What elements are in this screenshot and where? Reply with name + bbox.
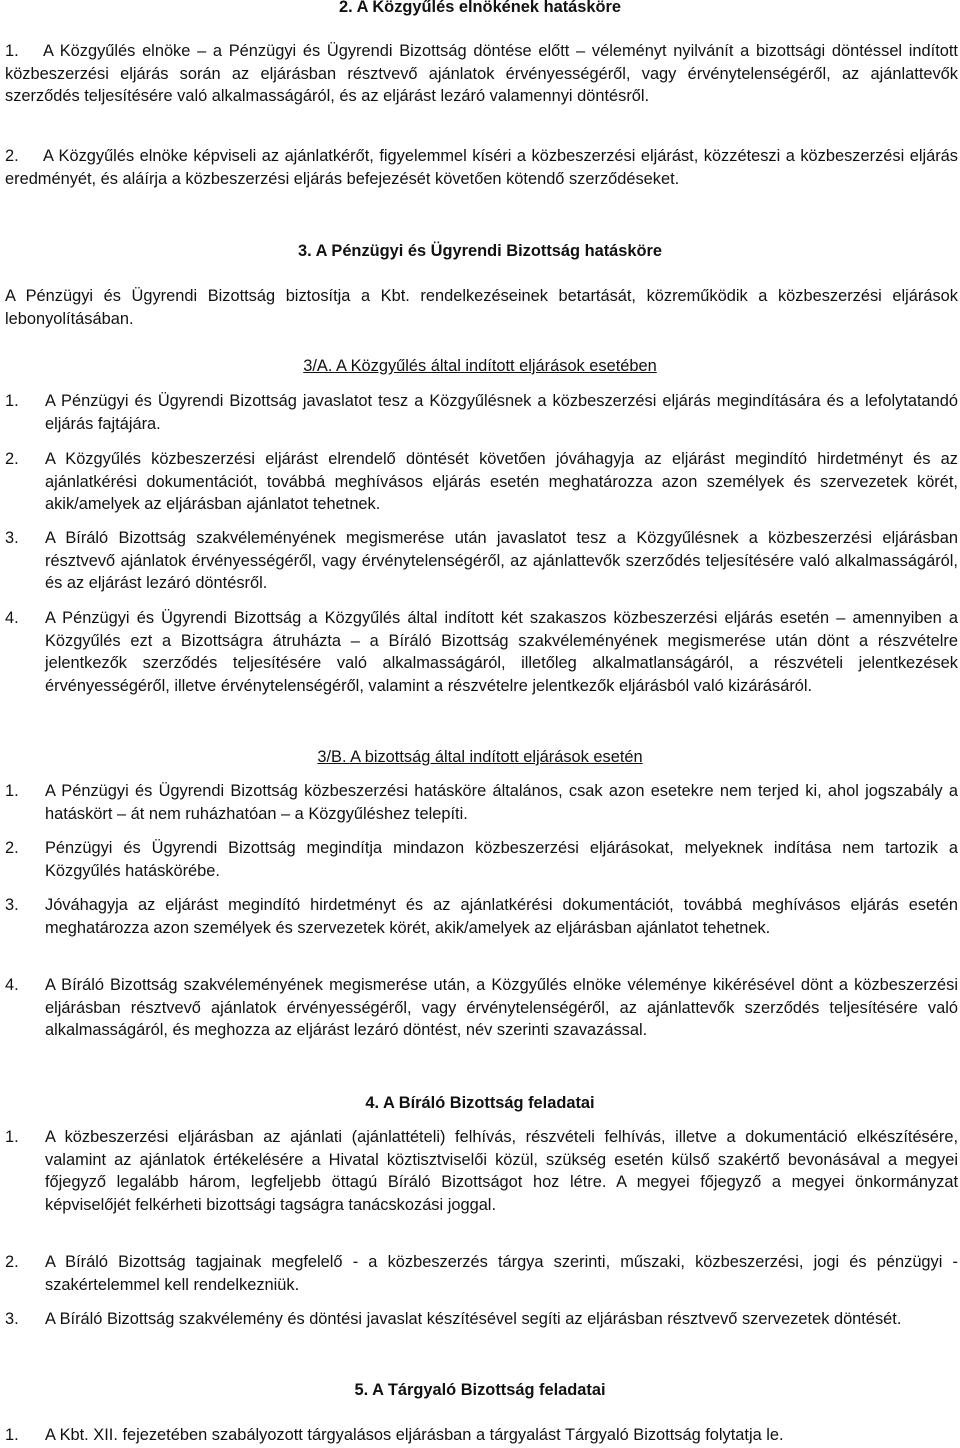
item-number: 4.: [5, 976, 19, 994]
section-4-item-3: [5, 1308, 958, 1331]
section-3b-item-2: [5, 837, 958, 882]
item-text: A Bíráló Bizottság szakvéleményének megismerése után, a Közgyűlés elnöke véleménye kikérésével dönt a közbeszerzési eljárásban résztvevő ajánlatok érvényességéről, vagy érvénytelenségéről, az ajánlattevők szerződés teljesítésére való alkalmasságáról, és meghozza az eljárást lezáró döntést, név szerinti szavazással.: [45, 976, 958, 1040]
section-5-title: 5. A Tárgyaló Bizottság feladatai: [354, 1381, 606, 1399]
item-text: A Pénzügyi és Ügyrendi Bizottság javaslatot tesz a Közgyűlésnek a közbeszerzési eljárás megindítására és a lefolytatandó eljárás fajtájára.: [45, 392, 958, 433]
section-5-item-1: [5, 1424, 958, 1447]
section-3a-item-3: [5, 527, 958, 595]
item-text: A Bíráló Bizottság tagjainak megfelelő - a közbeszerzés tárgya szerinti, műszaki, közbeszerzési, jogi és pénzügyi - szakértelemmel kell rendelkezniük.: [45, 1253, 958, 1294]
item-text: A Közgyűlés elnöke – a Pénzügyi és Ügyrendi Bizottság döntése előtt – véleményt nyilvánít a bizottsági döntéssel indított közbeszerzési eljárás során az eljárásban résztvevő ajánlatok érvényességéről, vagy érvénytelenségéről, az ajánlattevők szerződés teljesítésére való alkalmasságáról, és az eljárást lezáró valamennyi döntésről.: [5, 42, 958, 106]
item-number: 1.: [5, 1426, 19, 1444]
section-3-intro: A Pénzügyi és Ügyrendi Bizottság biztosítja a Kbt. rendelkezéseinek betartását, közreműködik a közbeszerzési eljárások lebonyolításában.: [5, 287, 958, 328]
item-number: 1.: [5, 392, 19, 410]
item-number: 2.: [5, 1253, 19, 1271]
item-text: A Kbt. XII. fejezetében szabályozott tárgyalásos eljárásban a tárgyalást Tárgyaló Bizottság folytatja le.: [45, 1426, 784, 1444]
section-4-item-1: [5, 1126, 958, 1216]
section-4-title: 4. A Bíráló Bizottság feladatai: [365, 1094, 595, 1112]
item-text: A Bíráló Bizottság szakvéleményének megismerése után javaslatot tesz a Közgyűlésnek a közbeszerzési eljárásban résztvevő ajánlatok érvényességéről, vagy érvénytelenségéről, az ajánlattevők szerződés teljesítésére való alkalmasságáról, és az eljárást lezáró döntésről.: [45, 529, 958, 593]
item-text: A Pénzügyi és Ügyrendi Bizottság a Közgyűlés által indított két szakaszos közbeszerzési eljárás esetén – amennyiben a Közgyűlés ezt a Bizottságra átruházta – a Bíráló Bizottság szakvéleményének megismerése után dönt a részvételre jelentkezők szerződés teljesítésére való alkalmasságáról, illetőleg alkalmatlanságáról, a részvételi jelentkezések érvényességéről, illetve érvénytelenségéről, valamint a részvételre jelentkezők eljárásból való kizárásáról.: [45, 609, 958, 695]
item-number: 1.: [5, 782, 19, 800]
item-number: 3.: [5, 529, 19, 547]
section-3b-item-4: [5, 974, 958, 1042]
item-text: A Közgyűlés elnöke képviseli az ajánlatkérőt, figyelemmel kíséri a közbeszerzési eljárást, közzéteszi a közbeszerzési eljárás eredményét, és aláírja a közbeszerzési eljárás befejezését követően kötendő szerződéseket.: [5, 147, 958, 188]
section-3b-title: 3/B. A bizottság által indított eljárások esetén: [317, 748, 643, 766]
section-3a-item-1: [5, 390, 958, 435]
item-text: A Pénzügyi és Ügyrendi Bizottság közbeszerzési hatásköre általános, csak azon esetekre nem terjed ki, ahol jogszabály a hatáskört – át nem ruházhatóan – a Közgyűléshez telepíti.: [45, 782, 958, 823]
item-number: 3.: [5, 896, 19, 914]
item-number: 2.: [5, 839, 19, 857]
item-number: 2.: [5, 450, 19, 468]
section-3-title: 3. A Pénzügyi és Ügyrendi Bizottság hatásköre: [297, 242, 663, 260]
item-number: 3.: [5, 1310, 19, 1328]
section-2-item-1: [5, 40, 958, 108]
section-3b-item-1: [5, 780, 958, 825]
section-3a-title: 3/A. A Közgyűlés által indított eljárások esetében: [303, 357, 657, 375]
item-text: Pénzügyi és Ügyrendi Bizottság megindítja mindazon közbeszerzési eljárásokat, melyeknek indítása nem tartozik a Közgyűlés hatáskörébe.: [45, 839, 958, 880]
section-2-item-2: [5, 145, 958, 190]
section-3a-item-4: [5, 607, 958, 697]
item-text: A Közgyűlés közbeszerzési eljárást elrendelő döntését követően jóváhagyja az eljárást megindító hirdetményt és az ajánlatkérési dokumentációt, továbbá meghívásos eljárás esetén meghatározza azon személyek és szervezetek körét, akik/amelyek az eljárásban ajánlatot tehetnek.: [45, 450, 958, 514]
item-number: 1.: [5, 1128, 19, 1146]
section-3b-item-3: [5, 894, 958, 939]
item-text: Jóváhagyja az eljárást megindító hirdetményt és az ajánlatkérési dokumentációt, továbbá meghívásos eljárás esetén meghatározza azon személyek és szervezetek körét, akik/amelyek az eljárásban ajánlatot tehetnek.: [45, 896, 958, 937]
item-text: A Bíráló Bizottság szakvélemény és döntési javaslat készítésével segíti az eljárásban résztvevő szervezetek döntését.: [45, 1310, 902, 1328]
section-2-title: 2. A Közgyűlés elnökének hatásköre: [338, 0, 622, 16]
item-text: A közbeszerzési eljárásban az ajánlati (ajánlattételi) felhívás, részvételi felhívás, illetve a dokumentáció elkészítésére, valamint az ajánlatok értékelésére a Hivatal köztisztviselői közül, szükség esetén külső szakértő bevonásával a megyei főjegyző legalább három, legfeljebb öttagú Bíráló Bizottságot hoz létre. A megyei főjegyző a megyei önkormányzat képviselőjét felkérheti bizottsági tagságra tanácskozási joggal.: [45, 1128, 958, 1214]
item-number: 4.: [5, 609, 19, 627]
section-4-item-2: [5, 1251, 958, 1296]
section-3a-item-2: [5, 448, 958, 516]
item-number: 1.: [5, 42, 19, 60]
item-number: 2.: [5, 147, 19, 165]
